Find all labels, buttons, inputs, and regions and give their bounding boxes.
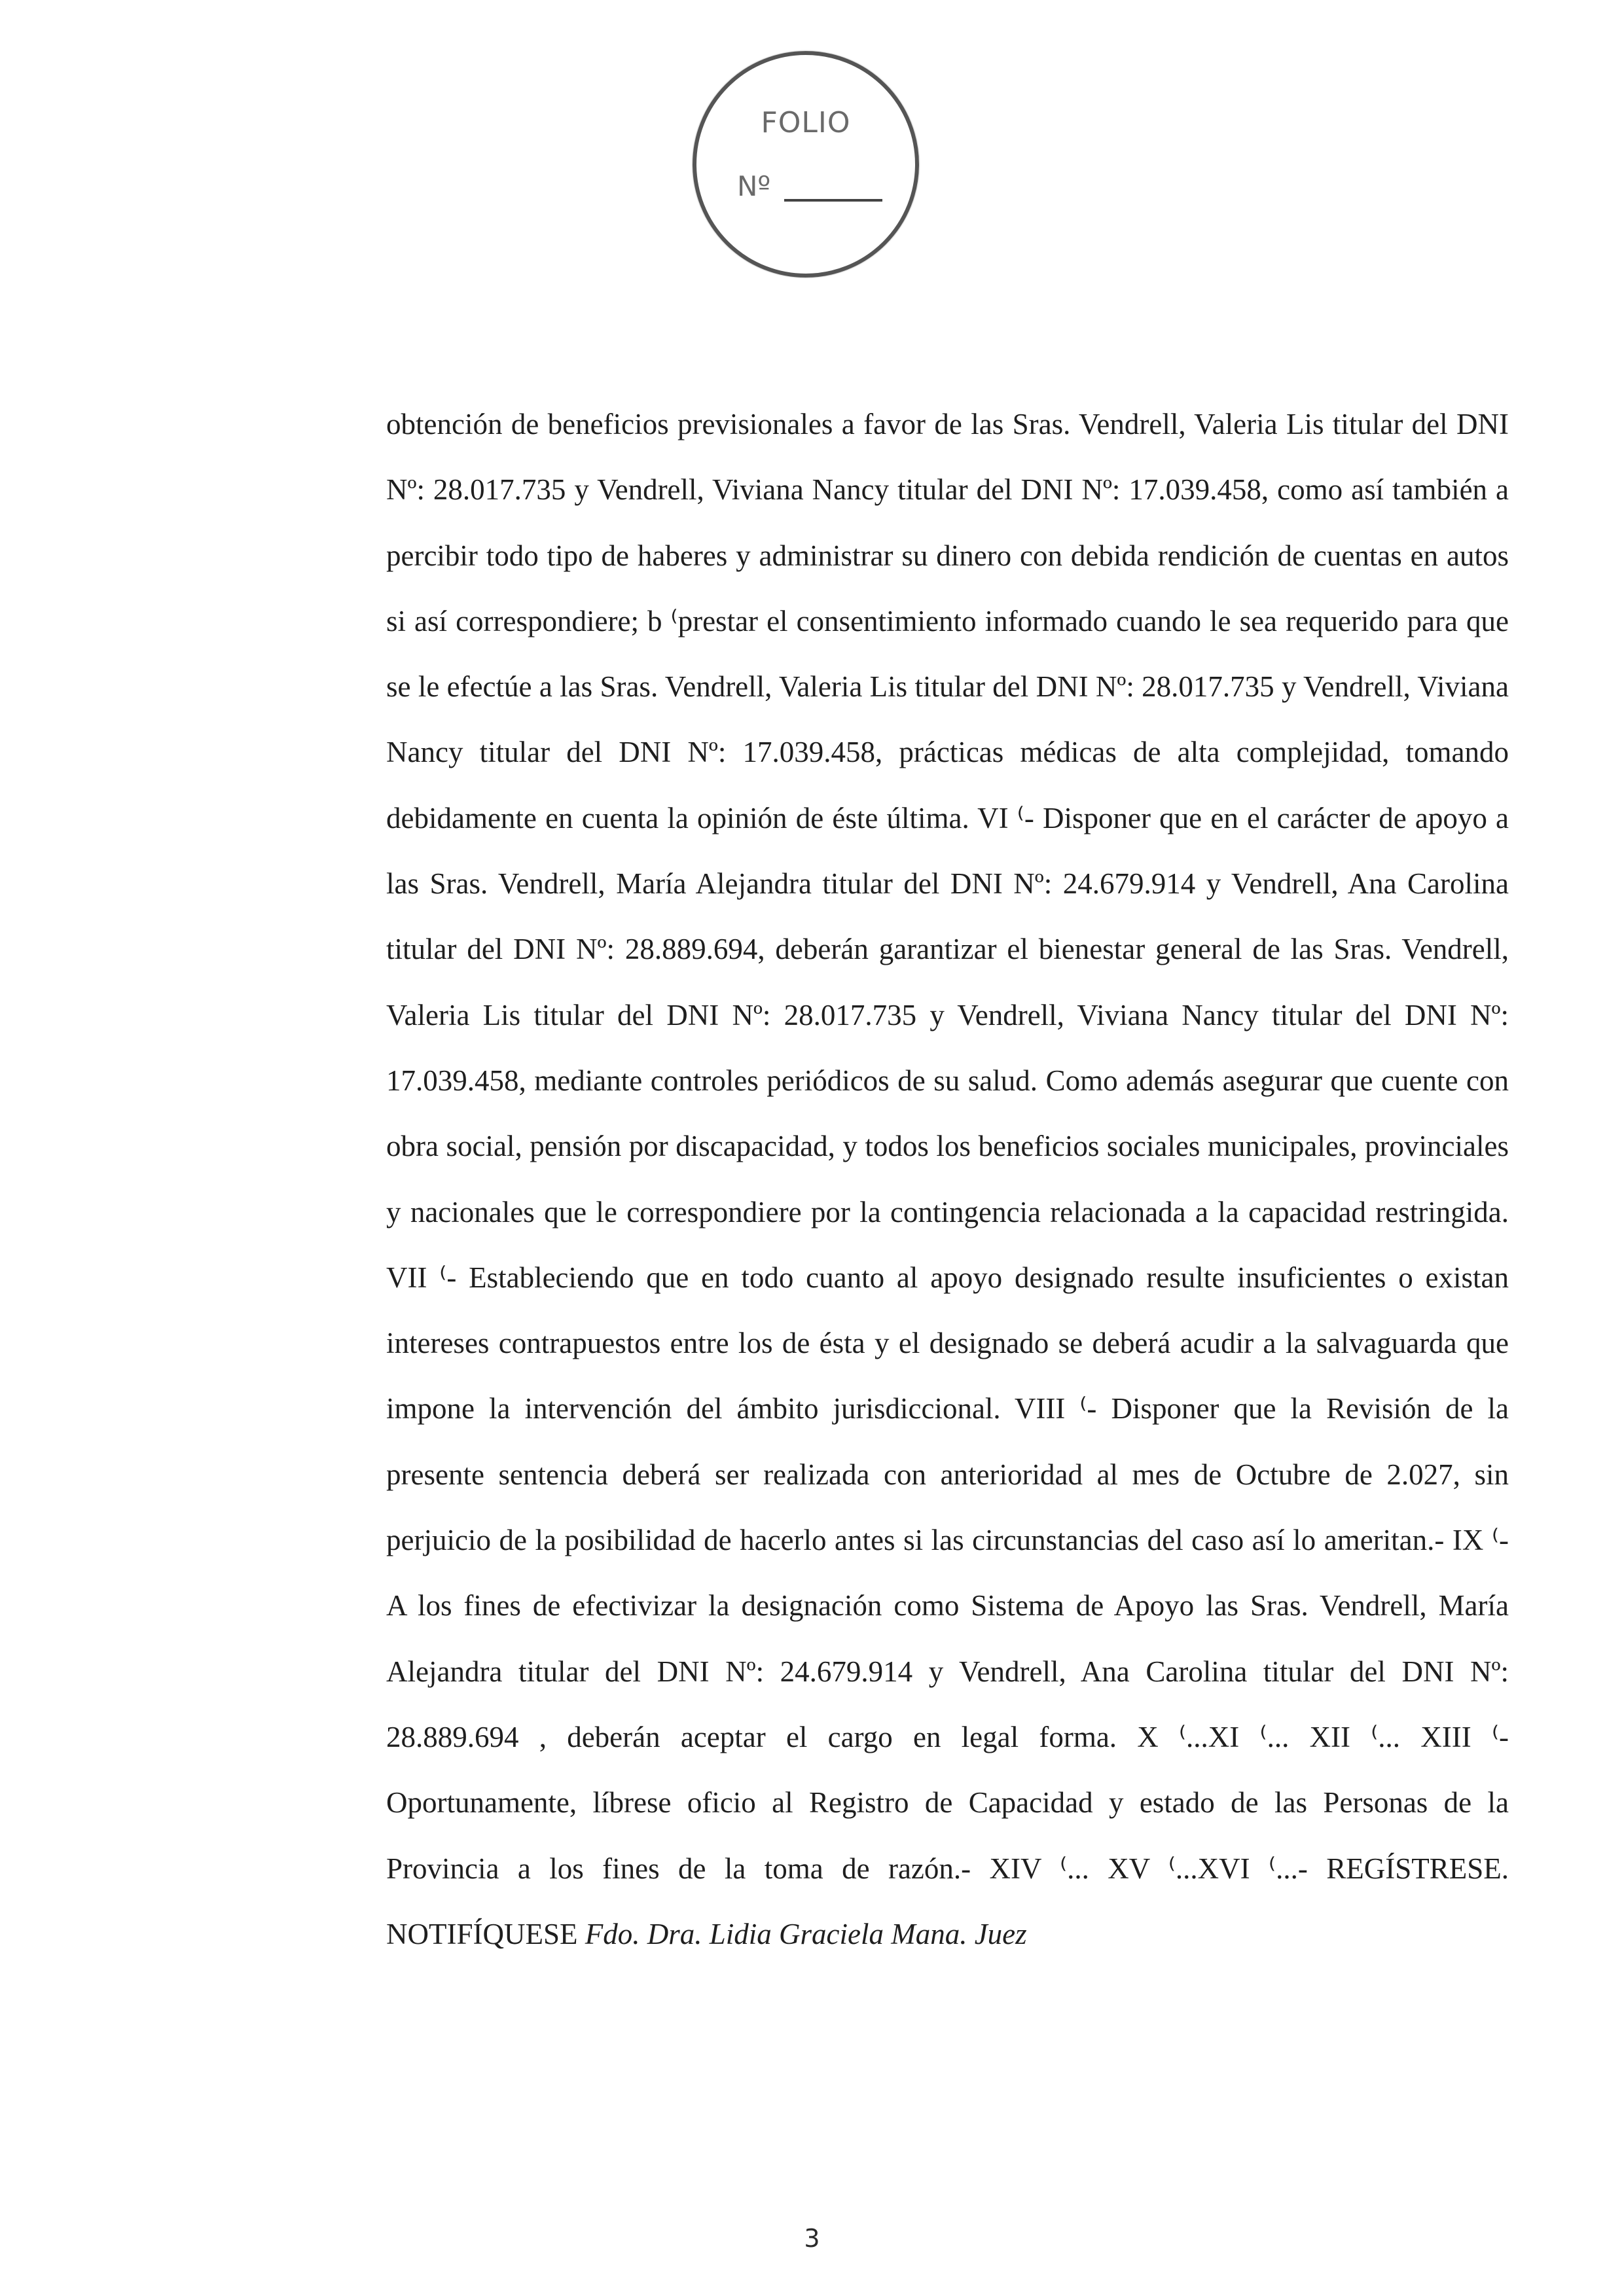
folio-seal-title: FOLIO xyxy=(761,106,851,139)
document-body xyxy=(386,391,1509,1967)
folio-seal-stamp xyxy=(693,51,919,278)
judge-signature-line: Fdo. Dra. Lidia Graciela Mana. Juez xyxy=(585,1917,1027,1950)
folio-seal-number-label: Nº xyxy=(737,170,771,202)
body-paragraph-text: obtención de beneficios previsionales a favor de las Sras. Vendrell, Valeria Lis titular del DNI Nº: 28.017.735 y Vendrell, Viviana Nancy titular del DNI Nº: 17.039.458, como así también a percibir todo tipo de haberes y administrar su dinero con debida rendición de cuentas en autos si así correspondiere; b ⁽prestar el consentimiento informado cuando le sea requerido para que se le efectúe a las Sras. Vendrell, Valeria Lis titular del DNI Nº: 28.017.735 y Vendrell, Viviana Nancy titular del DNI Nº: 17.039.458, prácticas médicas de alta complejidad, tomando debidamente en cuenta la opinión de éste última. VI ⁽- Disponer que en el carácter de apoyo a las Sras. Vendrell, María Alejandra titular del DNI Nº: 24.679.914 y Vendrell, Ana Carolina titular del DNI Nº: 28.889.694, deberán garantizar el bienestar general de las Sras. Vendrell, Valeria Lis titular del DNI Nº: 28.017.735 y Vendrell, Viviana Nancy titular del DNI Nº: 17.039.458, mediante controles periódicos de su salud. Como además asegurar que cuente con obra social, pensión por discapacidad, y todos los beneficios sociales municipales, provinciales y nacionales que le correspondiere por la contingencia relacionada a la capacidad restringida. VII ⁽- Estableciendo que en todo cuanto al apoyo designado resulte insuficientes o existan intereses contrapuestos entre los de ésta y el designado se deberá acudir a la salvaguarda que impone la intervención del ámbito jurisdiccional. VIII ⁽- Disponer que la Revisión de la presente sentencia deberá ser realizada con anterioridad al mes de Octubre de 2.027, sin perjuicio de la posibilidad de hacerlo antes si las circunstancias del caso así lo ameritan.- IX ⁽- A los fines de efectivizar la designación como Sistema de Apoyo las Sras. Vendrell, María Alejandra titular del DNI Nº: 24.679.914 y Vendrell, Ana Carolina titular del DNI Nº: 28.889.694 , deberán aceptar el cargo en legal forma. X ⁽...XI ⁽... XII ⁽... XIII ⁽- Oportunamente, líbrese oficio al Registro de Capacidad y estado de las Personas de la Provincia a los fines de la toma de razón.- XIV ⁽... XV ⁽...XVI ⁽...- REGÍSTRESE. NOTIFÍQUESE xyxy=(386,408,1509,1950)
page-number: 3 xyxy=(804,2224,820,2253)
folio-seal-number-line xyxy=(784,199,882,202)
body-paragraph xyxy=(386,391,1509,1967)
